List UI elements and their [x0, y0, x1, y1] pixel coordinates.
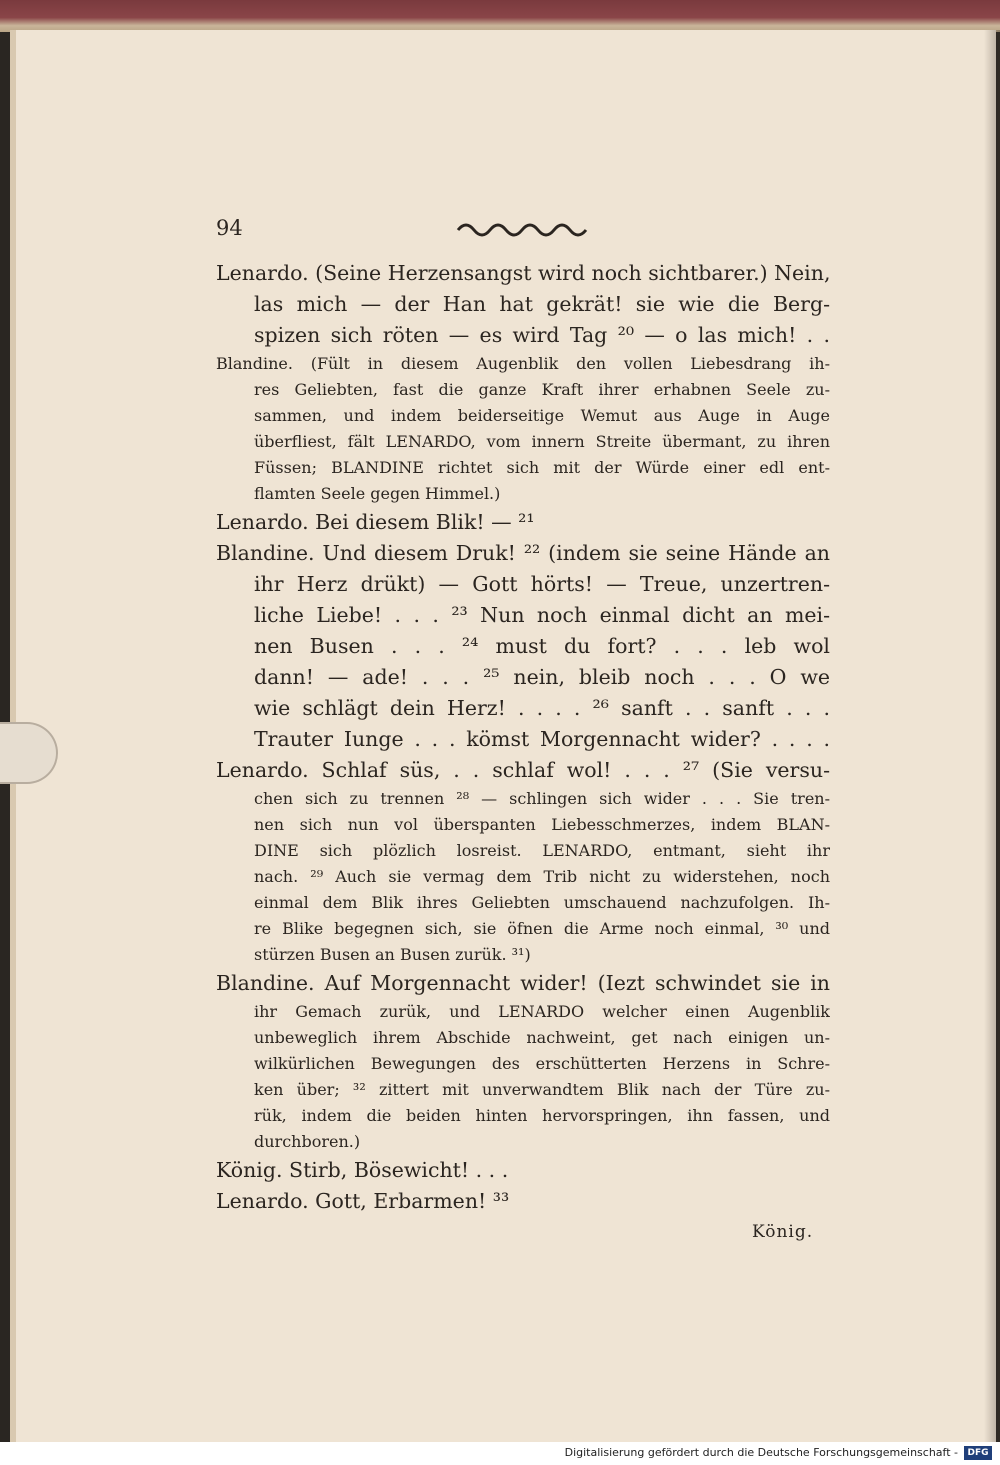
text-line: Lenardo. Schlaf süs, . . schlaf wol! . . . ²⁷ (Sie versu-	[216, 758, 830, 782]
page-header	[216, 212, 836, 246]
page-number: 94	[216, 216, 243, 240]
text-line: stürzen Busen an Busen zurük. ³¹)	[254, 945, 531, 964]
text-line: Blandine. Auf Morgennacht wider! (Iezt schwindet sie in	[216, 971, 830, 995]
text-line: Blandine. Und diesem Druk! ²² (indem sie seine Hände an	[216, 541, 830, 565]
dfg-logo: DFG	[964, 1446, 992, 1460]
text-line: einmal dem Blik ihres Geliebten umschauend nachzufolgen. Ih-	[254, 893, 830, 912]
text-line: nen Busen . . . ²⁴ must du fort? . . . leb wol	[254, 634, 830, 658]
text-line: unbeweglich ihrem Abschide nachweint, get nach einigen un-	[254, 1028, 830, 1047]
text-line: wie schlägt dein Herz! . . . . ²⁶ sanft . . sanft . . .	[254, 696, 830, 720]
text-line: ken über; ³² zittert mit unverwandtem Blik nach der Türe zu-	[254, 1080, 830, 1099]
text-line: liche Liebe! . . . ²³ Nun noch einmal dicht an mei-	[254, 603, 830, 627]
book-edge	[0, 0, 1000, 32]
text-line: wilkürlichen Bewegungen des erschütterten Herzens in Schre-	[254, 1054, 830, 1073]
page-text	[216, 258, 830, 1217]
text-line: las mich — der Han hat gekrät! sie wie die Berg-	[254, 292, 830, 316]
text-line: DINE sich plözlich losreist. LENARDO, entmant, sieht ihr	[254, 841, 830, 860]
text-line: Trauter Iunge . . . kömst Morgennacht wider? . . . .	[254, 727, 830, 751]
page-gutter-shadow	[984, 30, 1000, 1442]
catchword: König.	[752, 1222, 814, 1242]
ornament-wave-icon	[456, 218, 590, 238]
footer-credit: Digitalisierung gefördert durch die Deutsche Forschungsgemeinschaft -	[564, 1446, 958, 1459]
text-line: Lenardo. Bei diesem Blik! — ²¹	[216, 510, 535, 534]
text-line: nen sich nun vol überspanten Liebesschmerzes, indem BLAN-	[254, 815, 830, 834]
text-line: Blandine. (Fült in diesem Augenblik den vollen Liebesdrang ih-	[216, 354, 830, 373]
text-line: chen sich zu trennen ²⁸ — schlingen sich wider . . . Sie tren-	[254, 789, 830, 808]
text-line: durchboren.)	[254, 1132, 361, 1151]
text-line: Lenardo. Gott, Erbarmen! ³³	[216, 1189, 510, 1213]
text-line: Lenardo. (Seine Herzensangst wird noch sichtbarer.) Nein,	[216, 261, 830, 285]
text-line: rük, indem die beiden hinten hervorspringen, ihn fassen, und	[254, 1106, 830, 1125]
text-line: flamten Seele gegen Himmel.)	[254, 484, 501, 503]
footer-bar	[0, 1442, 1000, 1465]
text-line: König. Stirb, Bösewicht! . . .	[216, 1158, 509, 1182]
text-line: spizen sich röten — es wird Tag ²⁰ — o las mich! . .	[254, 323, 830, 347]
text-line: nach. ²⁹ Auch sie vermag dem Trib nicht zu widerstehen, noch	[254, 867, 830, 886]
text-line: ihr Herz drükt) — Gott hörts! — Treue, unzertren-	[254, 572, 830, 596]
text-line: Füssen; BLANDINE richtet sich mit der Würde einer edl ent-	[254, 458, 830, 477]
text-line: dann! — ade! . . . ²⁵ nein, bleib noch . . . O we	[254, 665, 830, 689]
text-line: res Geliebten, fast die ganze Kraft ihrer erhabnen Seele zu-	[254, 380, 830, 399]
text-line: sammen, und indem beiderseitige Wemut aus Auge in Auge	[254, 406, 830, 425]
text-line: überfliest, fält LENARDO, vom innern Streite übermant, zu ihren	[254, 432, 830, 451]
text-line: re Blike begegnen sich, sie öfnen die Arme noch einmal, ³⁰ und	[254, 919, 830, 938]
text-line: ihr Gemach zurük, und LENARDO welcher einen Augenblik	[254, 1002, 830, 1021]
